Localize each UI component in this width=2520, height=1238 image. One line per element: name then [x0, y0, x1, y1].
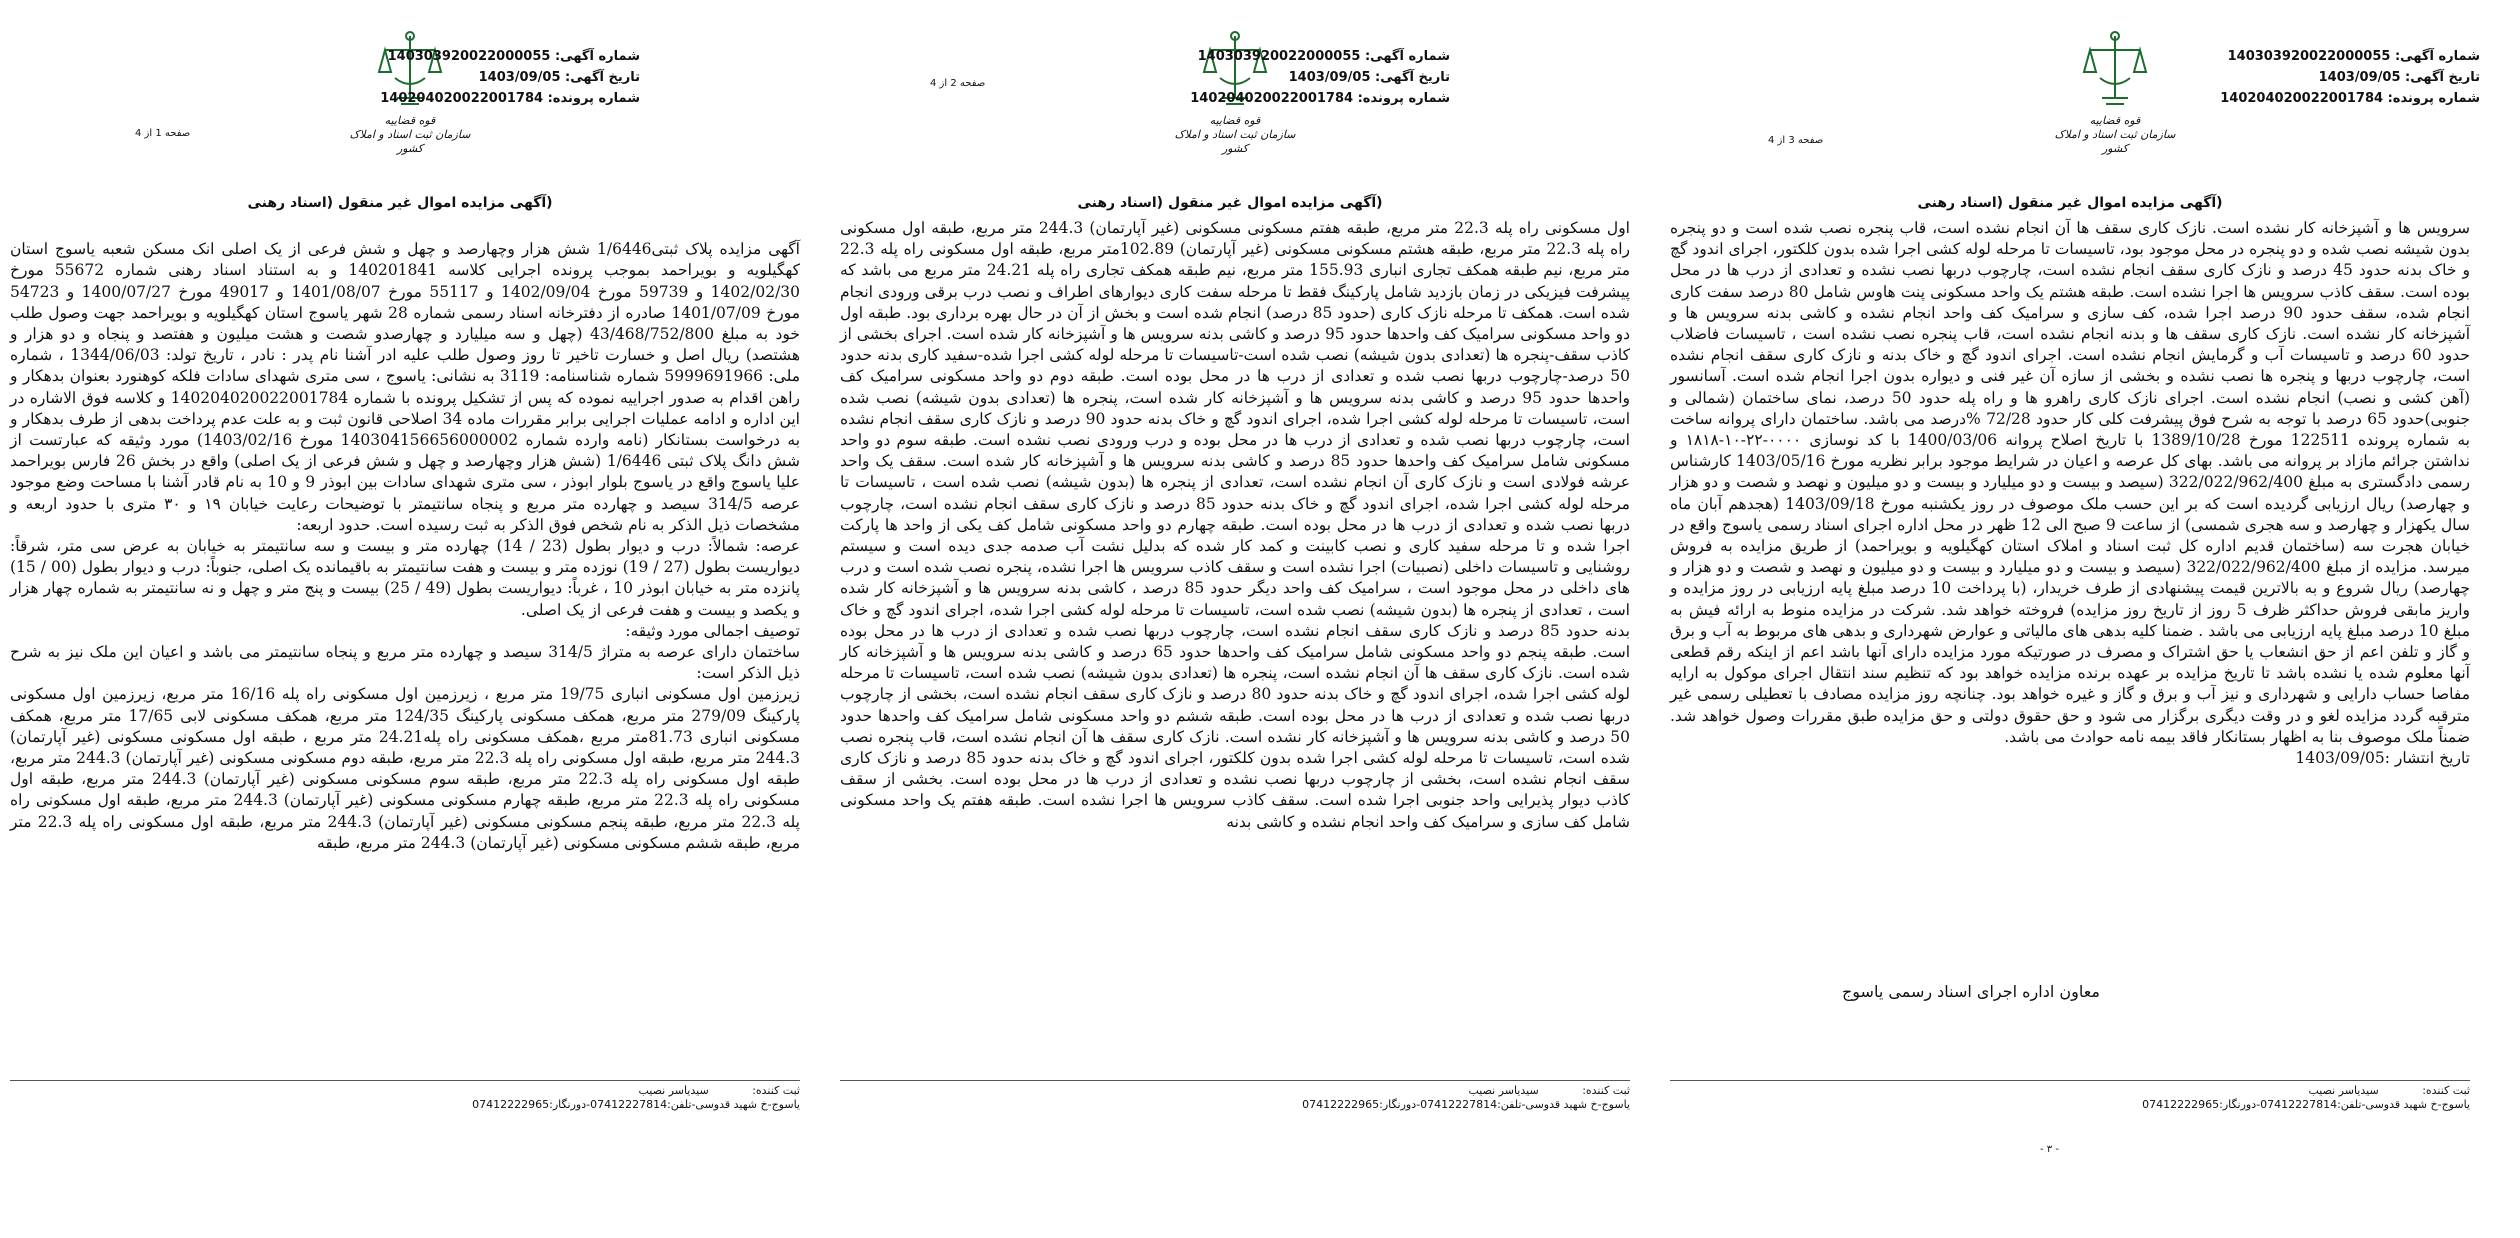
body-text: سرویس ها و آشپزخانه کار نشده است. نازک کاری سقف ها آن انجام نشده است، قاب پنجره نصب شده است و دو پنجره بدون شیشه نصب شده و دو پنجره در محل موجود بود، تاسیسات تا مرحله لوله کشی اجرا شده بدون کلکتور، اجرای اندود گچ و خاک بدنه حدود 45 درصد و نازک کاری سقف انجام نشده است، چارچوب دربها نصب نشده و تعدادی از درب ها در محل بوده است. سقف کاذب سرویس ها اجرا نشده است. طبقه هشتم یک واحد مسکونی پنت هاوس شامل 80 درصد سفت کاری انجام شده، سقف حدود 90 درصد اجرا شده، کف سازی و سرامیک کف واحد انجام نشده و کاشی بدنه سرویس ها و آشپزخانه کار نشده است. نازک کاری سقف ها و بدنه انجام نشده است، قاب پنجره نصب نشده است ، تاسیسات فاضلاب حدود 60 درصد و تاسیسات آب و گرمایش انجام نشده است. اجرای اندود گچ و خاک بدنه و نازک کاری سقف انجام نشده است، چارچوب دربها و پنجره ها نصب نشده و بخشی از سازه آن غیر فنی و دیواره بدون اجرا انجام شده است. آسانسور (آهن کشی و نصب) انجام نشده است. اجرای نازک کاری راهرو ها و راه پله حدود 50 درصد، نمای ساختمان (شمالی و جنوبی)حدود 65 درصد با توجه به شرح فوق پیشرفت کلی کار حدود 72/28 %درصد می باشد. ساختمان دارای پروانه ساخت به شماره پرونده 122511 مورخ 1389/10/28 با تاریخ اصلاح پروانه 1400/03/06 با کد نوسازی ۰۰۰۰-۲۲-۱۰-۱۸۱۸ و نداشتن جرائم مازاد بر پروانه می باشد. بهای کل عرصه و اعیان در شرایط موجود برابر نظریه مورخ 1403/05/16 کارشناس رسمی دادگستری به مبلغ 322/022/962/400 (سیصد و بیست و دو میلیارد و بیست و دو میلیون و نهصد و شصت و دو هزار و چهارصد) ریال ارزیابی گردیده است که بر این حسب ملک موصوف در روز یکشنبه مورخ 1403/09/18 (هجدهم آبان ماه سال یکهزار و چهارصد و سه هجری شمسی) از ساعت 9 صبح الی 12 ظهر در محل اداره اجرای اسناد رسمی یاسوج واقع در خیابان هجرت سه (ساختمان قدیم اداره کل ثبت اسناد و املاک استان کهگیلویه و بویراحمد) از طریق مزایده به فروش میرسد. مزایده از مبلغ 322/022/962/400 (سیصد و بیست و دو میلیارد و بیست و دو میلیون و نهصد و شصت و دو هزار و چهارصد) ریال شروع و به بالاترین قیمت پیشنهادی از طرف خریدار، (با پرداخت 10 درصد مبلغ پایه ارزیابی در روز مزایده و واریز مابقی فروش حداکثر ظرف 5 روز از تاریخ روز مزایده) فروخته خواهد شد. شرکت در مزایده منوط به ارائه فیش به مبلغ 10 درصد مبلغ پایه ارزیابی می باشد . ضمنا کلیه بدهی های مالیاتی و عوارض شهرداری و بدهی های مربوط به آب و برق و گاز و تلفن اعم از حق انشعاب یا حق اشتراک و مصرف در صورتیکه مورد مزایده دارای آنها باشد اعم از اینکه رقم قطعی آنها معلوم شده یا نشده باشد تا تاریخ مزایده بر عهده برنده مزایده خواهد بود که تنظیم سند انتقال اجرای موکول به ارایه مفاصا حساب دارایی و شهرداری و نیز آب و برق و گاز و غیره خواهد بود. چنانچه روز مزایده مصادف با تعطیلی رسمی غیر مترقبه گردد مزایده لغو و در وقت دیگری برگزار می شود و حق حقوق دولتی و حق مزایده طبق مقررات وصول خواهد شد. ضمناً ملک موصوف بنا به اظهار بستانکار فاقد بیمه نامه حوادث می باشد.: [1670, 219, 2470, 746]
registrar-name: سیدیاسر نصیب: [638, 1084, 709, 1097]
notice-body: [1670, 218, 2470, 769]
date-label: تاریخ آگهی:: [2405, 70, 2480, 85]
signer-title: معاون اداره اجرای اسناد رسمی یاسوج: [1841, 982, 2100, 1001]
emblem-line2: سازمان ثبت اسناد و املاک کشور: [2054, 128, 2176, 155]
scales-emblem-icon: [2080, 28, 2150, 114]
notice-title: (آگهی مزایده اموال غیر منقول (اسناد رهنی: [1077, 195, 1383, 211]
notice-meta: [380, 46, 640, 109]
page-footer-number: - ۳ -: [2040, 1144, 2059, 1155]
file-no-label: شماره پرونده:: [1357, 91, 1450, 106]
page-number: صفحه 3 از 4: [1768, 135, 1824, 146]
notice-body: [840, 218, 1630, 833]
page-header: [0, 28, 800, 163]
notice-date: 1403/09/05: [2318, 70, 2401, 85]
registrar-name: سیدیاسر نصیب: [1468, 1084, 1539, 1097]
file-no-label: شماره پرونده:: [2387, 91, 2480, 106]
publish-date-line: تاریخ انتشار :1403/09/05: [2295, 749, 2470, 768]
footer-address: یاسوج-خ شهید قدوسی-تلفن:07412227814-دورنگار:07412222965: [472, 1098, 800, 1111]
registrar-label: ثبت کننده:: [1582, 1084, 1630, 1097]
page-number: صفحه 1 از 4: [135, 128, 191, 139]
body-text: اول مسکونی راه پله 22.3 متر مربع، طبقه هفتم مسکونی مسکونی (غیر آپارتمان) 244.3 متر مربع، طبقه اول مسکونی راه پله 22.3 متر مربع، طبقه هشتم مسکونی مسکونی (غیر آپارتمان) 102.89متر مربع، طبقه اول مسکونی راه پله 22.3 متر مربع، نیم طبقه همکف تجاری انباری 155.93 متر مربع، نیم طبقه همکف تجاری راه پله 24.21 متر مربع می باشد که پیشرفت فیزیکی در زمان بازدید شامل پارکینگ فقط تا مرحله سفت کاری دیوارهای اطراف و نصب درب برقی ورودی انجام شده است. همکف تا مرحله نازک کاری (حدود 85 درصد) انجام شده است و بخش از آن در حال بهره برداری بود. طبقه اول دو واحد مسکونی سرامیک کف واحدها حدود 95 درصد و کاشی بدنه سرویس ها و آشپزخانه کار شده است. اجرای بخشی از کاذب سقف-پنجره ها (تعدادی بدون شیشه) نصب شده است-تاسیسات تا مرحله لوله کشی اجرا شده-سفید کاری بدنه حدود 50 درصد-چارچوب دربها نصب شده و تعدادی از درب ها در محل بوده است. طبقه دوم دو واحد مسکونی سرامیک کف واحدها حدود 95 درصد و کاشی بدنه سرویس ها و آشپزخانه کار شده است، پنجره ها (تعدادی بدون شیشه) نصب شده است، تاسیسات تا مرحله لوله کشی اجرا شده، اجرای اندود گچ و خاک بدنه حدود 90 درصد و نازک کاری سقف انجام نشده است، چارچوب دربها نصب شده و تعدادی از درب ها در محل بوده و درب ورودی نصب نشده است. طبقه سوم دو واحد مسکونی شامل سرامیک کف واحدها حدود 85 درصد و کاشی بدنه سرویس ها و آشپزخانه کار شده است. سقف یک واحد عرشه فولادی است و نازک کاری آن انجام نشده است، تعدادی از پنجره ها (بدون شیشه) نصب شده است ، تاسیسات تا مرحله لوله کشی اجرا شده، اجرای اندود گچ و خاک بدنه حدود 85 درصد و نازک کاری سقف انجام نشده است، چارچوب دربها نصب شده و تعدادی از درب ها در محل بوده است. طبقه چهارم دو واحد مسکونی شامل کف یکی از واحد ها پارکت اجرا شده و تا مرحله سفید کاری و نصب کابینت و کمد کار شده که بدلیل نشت آب صدمه جدی دیده است و سیستم روشنایی و تاسیسات داخلی (نصبیات) اجرا نشده است و سقف کاذب سرویس ها اجرا نشده، پنجره نصب شده است و درب های داخلی در محل موجود است ، سرامیک کف واحد دیگر حدود 85 درصد ، کاشی بدنه سرویس ها و آشپزخانه کار شده است ، تعدادی از پنجره ها (بدون شیشه) نصب شده است، تاسیسات تا مرحله لوله کشی اجرا شده، اجرای اندود گچ و خاک بدنه حدود 85 درصد و نازک کاری سقف انجام نشده است، چارچوب دربها نصب شده و تعدادی از درب ها در محل بوده است. طبقه پنجم دو واحد مسکونی شامل سرامیک کف واحدها حدود 65 درصد و کاشی بدنه سرویس ها و آشپزخانه کار شده است. نازک کاری سقف ها آن انجام نشده است، پنجره ها (تعدادی بدون شیشه) نصب شده است، تاسیسات تا مرحله لوله کشی اجرا شده، اجرای اندود گچ و خاک بدنه حدود 80 درصد و نازک کاری سقف انجام نشده است، بخشی از چارچوب دربها نصب شده و تعدادی از درب ها در محل بوده است. طبقه ششم دو واحد مسکونی شامل سرامیک کف واحدها حدود 50 درصد و کاشی بدنه سرویس ها و آشپزخانه کار نشده است. نازک کاری سقف ها آن انجام نشده است، قاب پنجره نصب شده است، تاسیسات تا مرحله لوله کشی اجرا شده بدون کلکتور، اجرای اندود گچ و خاک بدنه حدود 85 درصد و نازک کاری سقف انجام نشده است، بخشی از چارچوب دربها نصب نشده و تعدادی از درب ها در محل بوده است. بخشی از سقف کاذب دیوار پذیرایی واحد جنوبی اجرا شده است. سقف کاذب سرویس ها اجرا نشده است. طبقه هفتم یک واحد مسکونی شامل کف سازی و سرامیک کف واحد انجام نشده و کاشی بدنه: [840, 219, 1631, 831]
page-footer: [840, 1080, 1630, 1126]
file-no: 140204020022001784: [1190, 91, 1354, 106]
notice-no-label: شماره آگهی:: [2394, 49, 2480, 64]
notice-no: 140303920022000055: [1197, 49, 1361, 64]
notice-no: 140303920022000055: [2227, 49, 2391, 64]
footer-registrar: [2142, 1084, 2470, 1112]
notice-no-label: شماره آگهی:: [554, 49, 640, 64]
page-footer: [1670, 1080, 2470, 1126]
notice-meta: [2220, 46, 2480, 109]
date-label: تاریخ آگهی:: [1375, 70, 1450, 85]
emblem-line2: سازمان ثبت اسناد و املاک کشور: [1174, 128, 1296, 155]
footer-address: یاسوج-خ شهید قدوسی-تلفن:07412227814-دورنگار:07412222965: [2142, 1098, 2470, 1111]
emblem-line2: سازمان ثبت اسناد و املاک کشور: [349, 128, 471, 155]
notice-meta: [1190, 46, 1450, 109]
page-header: [1660, 28, 2480, 163]
page-footer: [10, 1080, 800, 1126]
notice-body: [10, 218, 800, 875]
notice-date: 1403/09/05: [478, 70, 561, 85]
emblem-line1: قوه قضاییه: [1209, 114, 1261, 127]
notice-title: (آگهی مزایده اموال غیر منقول (اسناد رهنی: [247, 195, 553, 211]
emblem-line1: قوه قضاییه: [384, 114, 436, 127]
notice-no-label: شماره آگهی:: [1364, 49, 1450, 64]
registrar-label: ثبت کننده:: [2422, 1084, 2470, 1097]
page-number: صفحه 2 از 4: [930, 78, 986, 89]
file-no: 140204020022001784: [380, 91, 544, 106]
date-label: تاریخ آگهی:: [565, 70, 640, 85]
registrar-label: ثبت کننده:: [752, 1084, 800, 1097]
file-no: 140204020022001784: [2220, 91, 2384, 106]
notice-title: (آگهی مزایده اموال غیر منقول (اسناد رهنی: [1917, 195, 2223, 211]
notice-date: 1403/09/05: [1288, 70, 1371, 85]
registrar-name: سیدیاسر نصیب: [2308, 1084, 2379, 1097]
page-header: [830, 28, 1630, 163]
emblem-line1: قوه قضاییه: [2089, 114, 2141, 127]
judiciary-emblem: [2040, 28, 2190, 158]
document-page-2: [830, 0, 1630, 1238]
footer-address: یاسوج-خ شهید قدوسی-تلفن:07412227814-دورنگار:07412222965: [1302, 1098, 1630, 1111]
footer-registrar: [472, 1084, 800, 1112]
document-page-3: [1660, 0, 2480, 1238]
body-text: آگهی مزایده پلاک ثبتی1/6446 شش هزار وچهارصد و چهل و شش فرعی از یک اصلی انک مسکن شعبه یاسوج استان کهگیلویه و بویراحمد بموجب پرونده اجرایی کلاسه 140201841 و به استناد اسناد رهنی شماره 55672 مورخ 1402/02/30 و 59739 مورخ 1402/09/04 و 55117 مورخ 1401/08/07 و 49017 مورخ 1400/07/27 و 54723 مورخ 1401/07/09 صادره از دفترخانه اسناد رسمی شماره 28 شهر یاسوج استان کهگیلویه و بویراحمد جهت وصول طلب خود به مبلغ 43/468/752/800 (چهل و سه میلیارد و چهارصدو شصت و هشت میلیون و هفتصد و پنجاه و دو هزار و هشتصد) ریال اصل و خسارت تاخیر تا روز وصول طلب علیه ادر آشنا نام پدر : نادر ، تاریخ تولد: 1344/06/03 ، شماره ملی: 5999691966 شماره شناسنامه: 3119 به نشانی: یاسوج ، سی متری شهدای سادات فلکه کوهنورد بعنوان بدهکار و راهن اقدام به صدور اجراییه نموده که پس از تشکیل پرونده با شماره 140204020022001784 و کلاسه فوق الاشاره در این اداره و ادامه عملیات اجرایی برابر مقررات ماده 34 اصلاحی قانون ثبت و به علت عدم پرداخت بدهی از طرف بدهکار و به درخواست بستانکار (نامه وارده شماره 140304156656000002 مورخ 1403/02/16) مورد وثیقه که عبارتست از شش دانگ پلاک ثبتی 1/6446 (شش هزار وچهارصد و چهل و شش فرعی از یک اصلی) واقع در بخش 26 فارس بویراحمد علیا یاسوج واقع در یاسوج بلوار ابوذر ، سی متری شهدای سادات بین ابوذر 9 و 10 به نام قادر آشنا با مساحت وضع موجود عرصه 314/5 سیصد و چهارده متر مربع و پنجاه سانتیمتر با توضیحات رعایت خیابان ۱۹ و ۳۰ متری با حدود اربعه و مشخصات ذیل الذکر به نام شخص فوق الذکر به ثبت رسیده است. حدود اربعه: عرصه: شمالاً: درب و دیوار بطول (23 / 14) چهارده متر و بیست و سه سانتیمتر به خیابان به عرض سی متر، شرقاً: دیواریست بطول (27 / 19) نوزده متر و بیست و هفت سانتیمتر به باقیمانده یک اصلی، جنوباً: درب و دیوار بطول (00 / 15) پانزده متر به خیابان ابوذر 10 ، غرباً: دیواریست بطول (49 / 25) بیست و پنج متر و چهل و نه سانتیمتر به شماره چهار هزار و یکصد و بیست و هفت فرعی از یک اصلی. توصیف اجمالی مورد وثیقه: ساختمان دارای عرصه به متراژ 314/5 سیصد و چهارده متر مربع و پنجاه سانتیمتر می باشد و اعیان این ملک نیز به شرح ذیل الذکر است: زیرزمین اول مسکونی انباری 19/75 متر مربع ، زیرزمین اول مسکونی راه پله 16/16 متر مربع، زیرزمین اول مسکونی پارکینگ 279/09 متر مربع، همکف مسکونی پارکینگ 124/35 متر مربع، همکف مسکونی لابی 17/65 متر مربع، همکف مسکونی انباری 81.73متر مربع ،همکف مسکونی راه پله24.21 متر مربع ، طبقه اول مسکونی مسکونی (غیر آپارتمان) 244.3 متر مربع، طبقه اول مسکونی راه پله 22.3 متر مربع، طبقه دوم مسکونی مسکونی (غیر آپارتمان) 244.3 متر مربع، طبقه اول مسکونی راه پله 22.3 متر مربع، طبقه سوم مسکونی مسکونی (غیر آپارتمان) 244.3 متر مربع، طبقه اول مسکونی راه پله 22.3 متر مربع، طبقه چهارم مسکونی مسکونی (غیر آپارتمان) 244.3 متر مربع، طبقه اول مسکونی راه پله 22.3 متر مربع، طبقه پنجم مسکونی مسکونی (غیر آپارتمان) 244.3 متر مربع، طبقه اول مسکونی راه پله 22.3 متر مربع، طبقه ششم مسکونی مسکونی (غیر آپارتمان) 244.3 متر مربع، طبقه: [10, 240, 801, 852]
document-page-1: [0, 0, 800, 1238]
notice-no: 140303920022000055: [387, 49, 551, 64]
footer-registrar: [1302, 1084, 1630, 1112]
file-no-label: شماره پرونده:: [547, 91, 640, 106]
